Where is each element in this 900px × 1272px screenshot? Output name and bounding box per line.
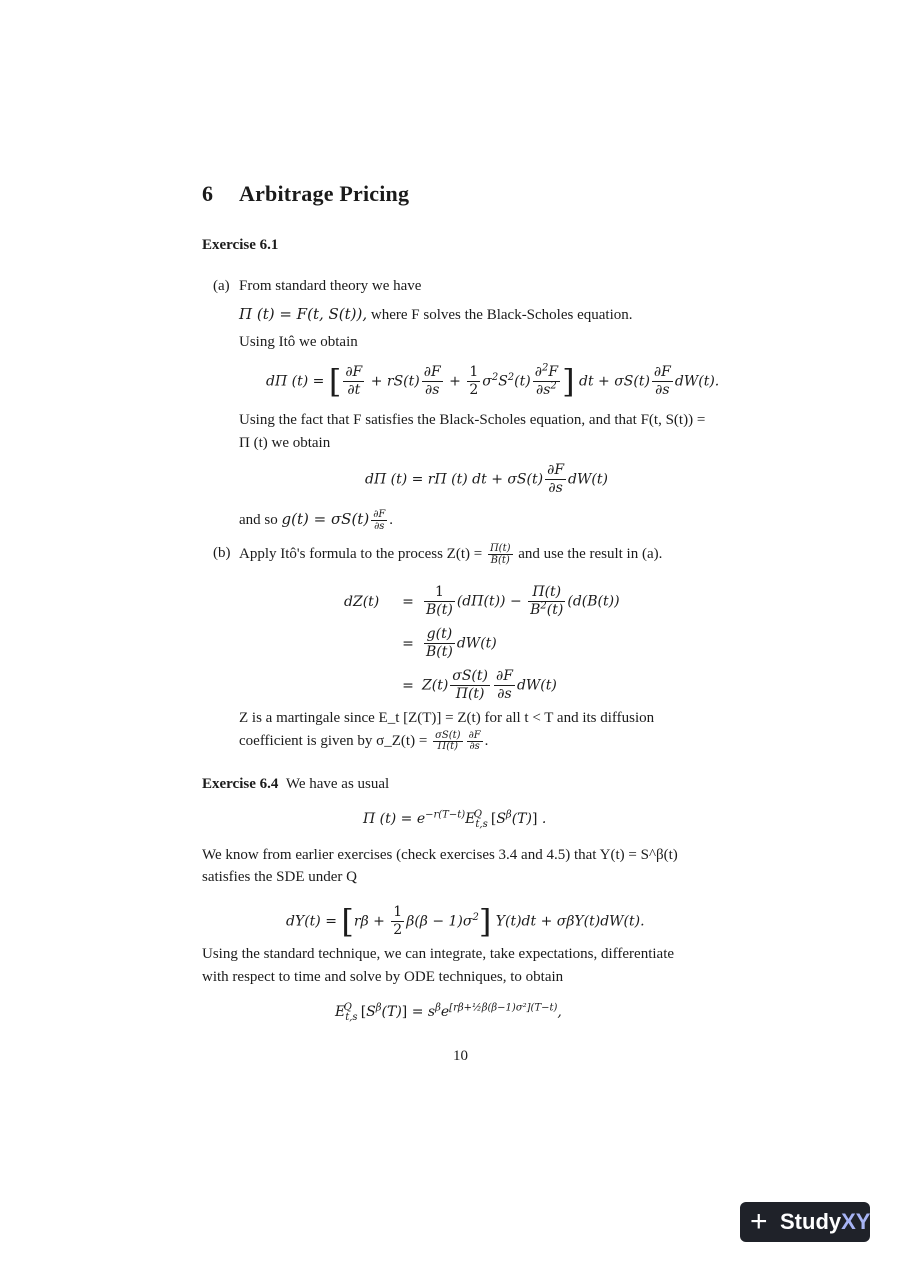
page-number: 10 — [453, 1048, 468, 1064]
sde-equation: dY(t) = [rβ + $\frac{1}{2}$ $\beta(\beta - 1)\sigma^2$] Y(t)dt + σβY(t)dW(t). — [286, 902, 645, 941]
exercise-6-4-title: Exercise 6.4 — [202, 776, 279, 792]
expectation-result-equation: $E_{t,s}^Q$ $[S^\beta(T)] = s^\beta e^{[r\beta+\frac{1}{2}\beta(\beta-1)\sigma^2](T-t)}$, — [335, 1002, 562, 1023]
part-a-line-2-eq: Π (t) = F(t, S(t)), — [239, 305, 368, 323]
dz-equation-line-2: = $\frac{g(t)}{B(t)}$ dW(t) — [402, 626, 497, 660]
part-a-line-6-eq: g(t) = σS(t) — [281, 510, 370, 528]
exercise-6-4-line-3: satisfies the SDE under Q — [202, 869, 357, 885]
part-b-label: (b) — [213, 545, 231, 561]
section-title: Arbitrage Pricing — [239, 181, 410, 206]
exercise-6-4-line-2: We know from earlier exercises (check exercises 3.4 and 4.5) that Y(t) = S^β(t) — [202, 847, 678, 863]
part-a-line-2 — [239, 304, 633, 325]
part-a-line-6: and so g(t) = σS(t) $\frac{\partial F}{\partial s}$ . — [239, 509, 394, 533]
logo-word: Study — [780, 1209, 842, 1234]
logo-accent: XY — [841, 1209, 871, 1234]
part-b-line-3-text: coefficient is given by σ_Z(t) = — [239, 733, 428, 749]
part-a-line-1: From standard theory we have — [239, 278, 422, 294]
part-a-line-3: Using Itô we obtain — [239, 334, 358, 350]
sigma-s-over-pi-fraction: $\frac{\sigma S(t)}{\Pi(t)}$ — [435, 730, 461, 753]
dz-equation-line-1: dZ(t) = $\frac{1}{B(t)}$ (dΠ(t)) − $\frac{\Pi(t)}{B^2(t)}$ (d(B(t)) — [344, 584, 620, 618]
z-definition-fraction: $\frac{\Pi(t)}{B(t)}$ — [489, 543, 511, 566]
exercise-6-4-intro: We have as usual — [285, 776, 390, 792]
part-b-line-1 — [239, 543, 662, 566]
part-a-line-4: Using the fact that F satisfies the Black-Scholes equation, and that F(t, S(t)) = — [239, 412, 706, 428]
dpi-equation: dΠ (t) = rΠ (t) dt + σS(t) $\frac{\partial F}{\partial s}$ dW(t) — [365, 462, 608, 496]
logo-wordmark — [780, 1202, 870, 1242]
exercise-6-1-title: Exercise 6.1 — [202, 237, 279, 253]
part-b-line-1-tail: and use the result in (a). — [518, 545, 663, 562]
part-a-label: (a) — [213, 278, 230, 294]
part-b-line-3: coefficient is given by σ_Z(t) = $\frac{\sigma S(t)}{\Pi(t)}$ $\frac{\partial F}{\partial s}$ . — [239, 730, 489, 753]
partial-f-partial-s-fraction: $\frac{\partial F}{\partial s}$ — [373, 509, 386, 533]
part-a-line-6-text: and so — [239, 512, 282, 528]
part-a-line-5: Π (t) we obtain — [239, 435, 331, 451]
pi-expectation-equation: Π $(t) = e^{-r(T-t)}E_{t,s}^Q$ $[S^\beta(T)]$ . — [363, 809, 547, 830]
studyxy-logo — [740, 1202, 870, 1242]
part-a-line-2-text: where F solves the Black-Scholes equation. — [367, 307, 633, 323]
exercise-6-4-header — [202, 774, 389, 794]
plus-icon: + — [750, 1205, 768, 1238]
part-b-line-1-text: Apply Itô's formula to the process Z(t) = — [239, 545, 483, 562]
section-number: 6 — [202, 181, 214, 206]
exercise-6-4-line-5: with respect to time and solve by ODE techniques, to obtain — [202, 969, 564, 985]
part-b-line-2: Z is a martingale since E_t [Z(T)] = Z(t) for all t < T and its diffusion — [239, 710, 655, 726]
ito-equation: dΠ (t) = [ $\frac{\partial F}{\partial t}$ + rS(t) $\frac{\partial F}{\partial s}$ + $\frac{1}{2}$ $\sigma^2S^2(t)$ $\frac{\partial^2F}{\partial s^2}$ ] dt + σS(t) $\frac{\partial F}{\partial s}$ dW(t). — [266, 362, 720, 401]
exercise-6-4-line-4: Using the standard technique, we can integrate, take expectations, differentiate — [202, 946, 675, 962]
dz-equation-line-3: = Z(t) $\frac{\sigma S(t)}{\Pi(t)}$ $\frac{\partial F}{\partial s}$ dW(t) — [402, 668, 557, 702]
partial-f-partial-s-fraction-b: $\frac{\partial F}{\partial s}$ — [468, 730, 481, 753]
